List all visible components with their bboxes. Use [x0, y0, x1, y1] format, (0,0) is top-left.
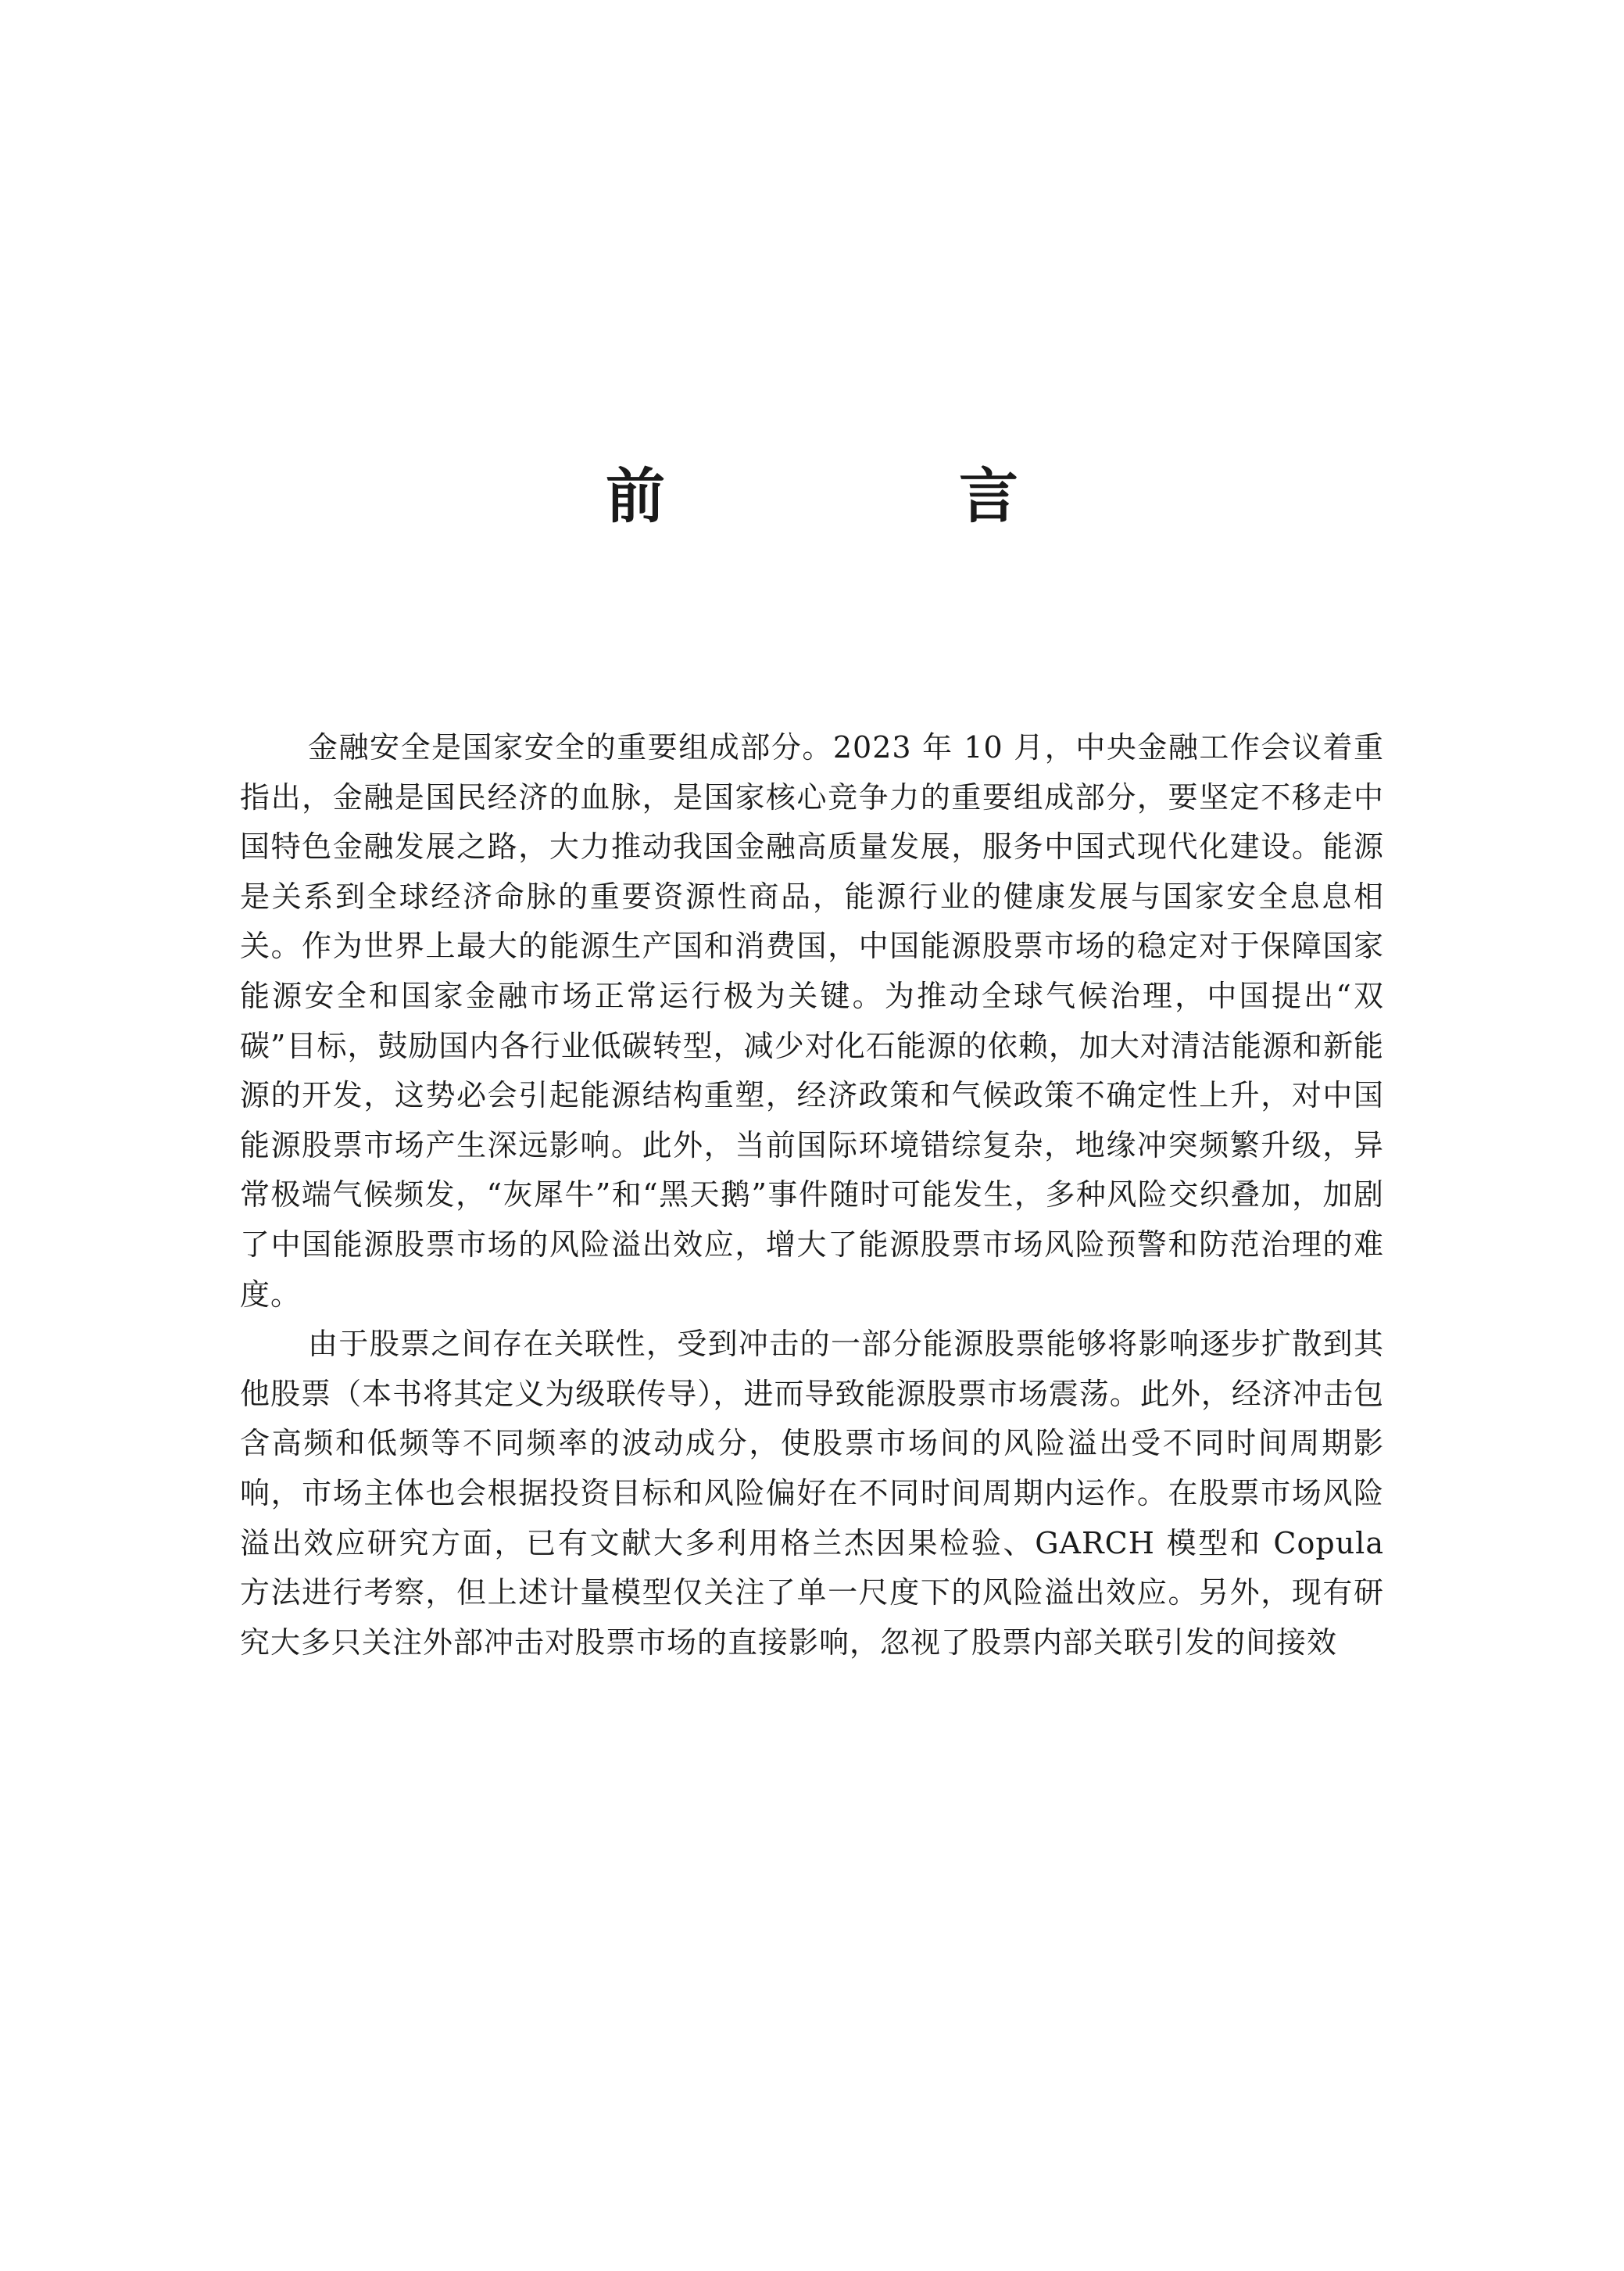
body-text — [240, 723, 1384, 1667]
paragraph-1: 金融安全是国家安全的重要组成部分。2023 年 10 月，中央金融工作会议着重指出，金融是国民经济的血脉，是国家核心竞争力的重要组成部分，要坚定不移走中国特色金融发展之路，大力推动我国金融高质量发展，服务中国式现代化建设。能源是关系到全球经济命脉的重要资源性商品，能源行业的健康发展与国家安全息息相关。作为世界上最大的能源生产国和消费国，中国能源股票市场的稳定对于保障国家能源安全和国家金融市场正常运行极为关键。为推动全球气候治理，中国提出“双碳”目标，鼓励国内各行业低碳转型，减少对化石能源的依赖，加大对清洁能源和新能源的开发，这势必会引起能源结构重塑，经济政策和气候政策不确定性上升，对中国能源股票市场产生深远影响。此外，当前国际环境错综复杂，地缘冲突频繁升级，异常极端气候频发，“灰犀牛”和“黑天鹅”事件随时可能发生，多种风险交织叠加，加剧了中国能源股票市场的风险溢出效应，增大了能源股票市场风险预警和防范治理的难度。 — [240, 730, 1384, 1312]
page-title: 前 言 — [606, 461, 1136, 531]
paragraph-2: 由于股票之间存在关联性，受到冲击的一部分能源股票能够将影响逐步扩散到其他股票（本书将其定义为级联传导），进而导致能源股票市场震荡。此外，经济冲击包含高频和低频等不同频率的波动成分，使股票市场间的风险溢出受不同时间周期影响，市场主体也会根据投资目标和风险偏好在不同时间周期内运作。在股票市场风险溢出效应研究方面，已有文献大多利用格兰杰因果检验、GARCH 模型和 Copula 方法进行考察，但上述计量模型仅关注了单一尺度下的风险溢出效应。另外，现有研究大多只关注外部冲击对股票市场的直接影响，忽视了股票内部关联引发的间接效 — [240, 1327, 1384, 1660]
